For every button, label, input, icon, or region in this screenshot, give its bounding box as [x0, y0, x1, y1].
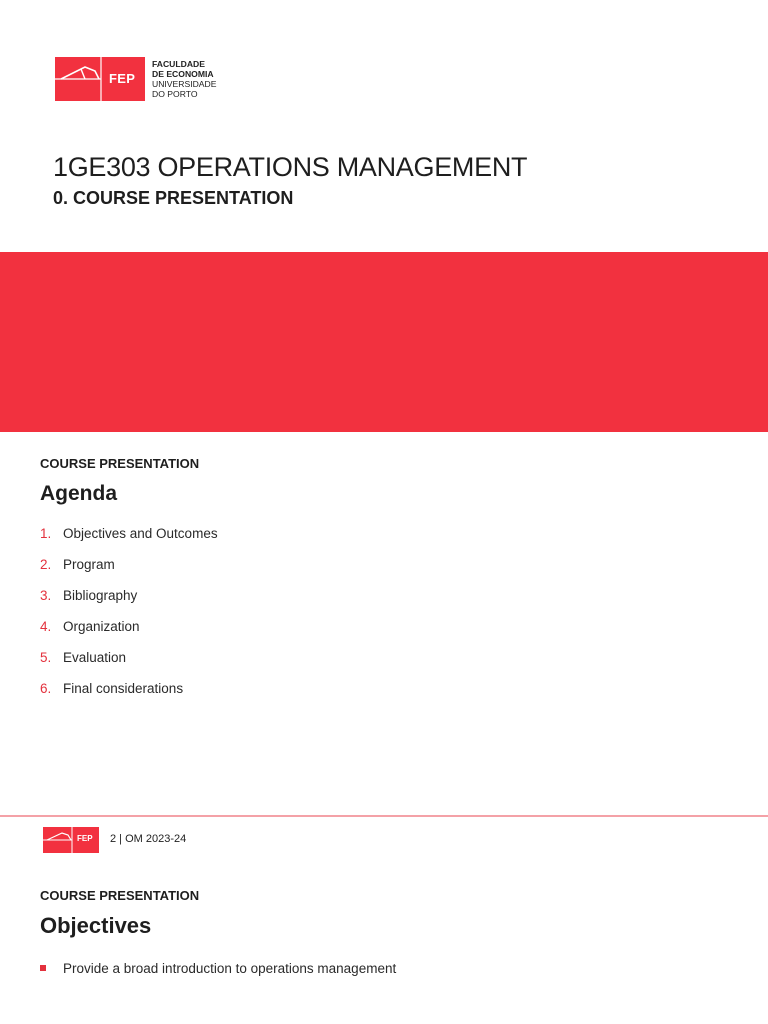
agenda-item: [40, 557, 218, 588]
objectives-slide: [0, 861, 768, 1024]
course-title: 1GE303 OPERATIONS MANAGEMENT: [53, 152, 528, 182]
title-slide: [0, 0, 768, 432]
fep-logo-small: [43, 827, 99, 853]
agenda-label: Bibliography: [63, 588, 138, 603]
truncated-text-line: [62, 1015, 462, 1024]
slide-heading: Agenda: [40, 482, 118, 505]
agenda-number: 4.: [40, 619, 52, 634]
objectives-list: [40, 959, 396, 977]
fep-logo-brand: FEP: [109, 71, 136, 86]
objective-label: Provide a broad introduction to operations management: [63, 960, 397, 976]
agenda-number: 2.: [40, 557, 52, 572]
course-subtitle: 0. COURSE PRESENTATION: [53, 188, 294, 208]
agenda-item: [40, 650, 218, 681]
agenda-label: Final considerations: [63, 681, 184, 696]
agenda-list: [40, 526, 218, 712]
agenda-item: [40, 619, 218, 650]
agenda-number: 6.: [40, 681, 52, 696]
agenda-number: 5.: [40, 650, 52, 665]
agenda-label: Organization: [63, 619, 140, 634]
agenda-label: Program: [63, 557, 115, 572]
agenda-label: Objectives and Outcomes: [63, 526, 218, 541]
logo-line-3: UNIVERSIDADE: [152, 79, 217, 89]
slide-footer: [0, 819, 768, 861]
logo-line-1: FACULDADE: [152, 59, 205, 69]
fep-logo-brand: FEP: [77, 834, 93, 843]
agenda-item: [40, 681, 218, 712]
agenda-item: [40, 588, 218, 619]
red-band: [0, 252, 768, 432]
page-reference: 2 | OM 2023-24: [110, 833, 187, 845]
section-kicker: COURSE PRESENTATION: [40, 456, 200, 471]
agenda-item: [40, 526, 218, 557]
slide-heading: Objectives: [40, 913, 152, 938]
fep-logo-mark: [55, 57, 145, 101]
agenda-number: 3.: [40, 588, 52, 603]
agenda-label: Evaluation: [63, 650, 127, 665]
logo-line-2: DE ECONOMIA: [152, 69, 214, 79]
objective-item: [40, 959, 396, 977]
fep-logo: [55, 57, 216, 101]
section-kicker: COURSE PRESENTATION: [40, 888, 200, 903]
fep-logo-text: [152, 59, 216, 99]
logo-line-4: DO PORTO: [152, 89, 198, 99]
agenda-number: 1.: [40, 526, 52, 541]
agenda-slide: [0, 432, 768, 817]
square-bullet-icon: [40, 965, 46, 971]
